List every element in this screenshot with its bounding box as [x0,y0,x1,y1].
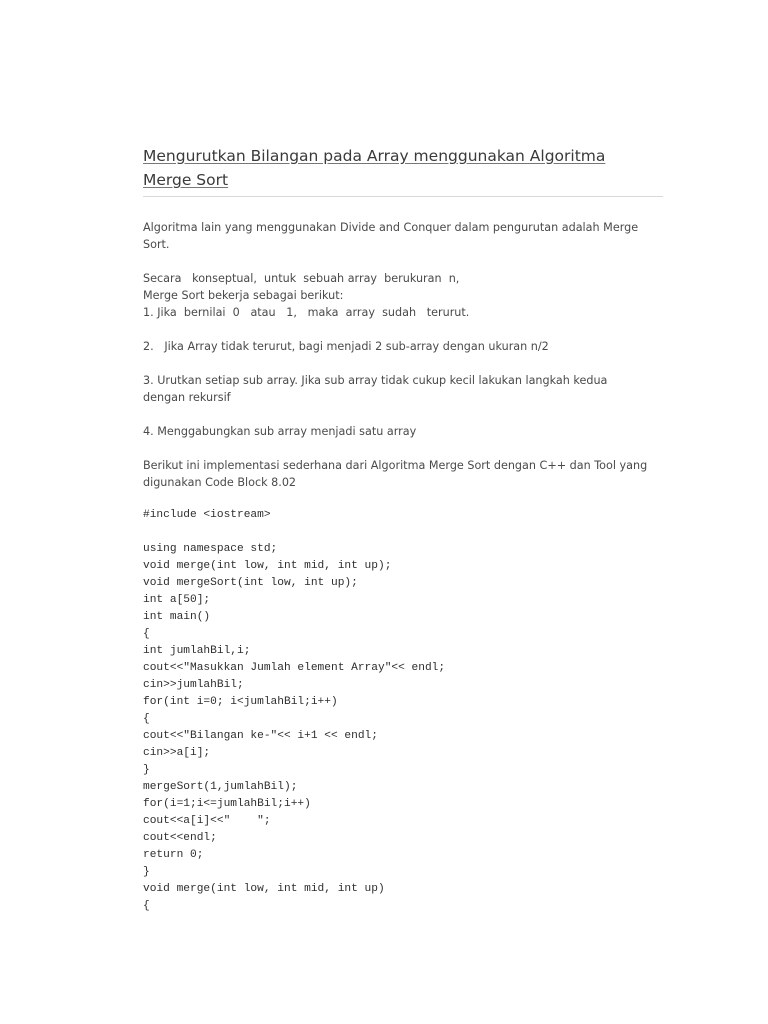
code-include-line: #include <iostream> [143,509,271,521]
title-line-2: Merge Sort [143,171,229,189]
code-line: int a[50]; [143,594,211,606]
code-line: cout<<a[i]<<" "; [143,815,271,827]
code-line: void mergeSort(int low, int up); [143,577,358,589]
code-line: cin>>a[i]; [143,747,211,759]
step-1: 1. Jika bernilai 0 atau 1, maka array sudah terurut. [143,306,470,319]
code-line: } [143,764,150,776]
code-line: void merge(int low, int mid, int up); [143,560,392,572]
code-line: } [143,866,150,878]
concept-block [143,270,663,321]
code-line: cin>>jumlahBil; [143,679,244,691]
code-line: int jumlahBil,i; [143,645,251,657]
title-line-1: Mengurutkan Bilangan pada Array menggunakan Algoritma [143,147,606,165]
step-4: 4. Menggabungkan sub array menjadi satu array [143,425,417,438]
document-page [143,144,663,915]
code-line: cout<<"Bilangan ke-"<< i+1 << endl; [143,730,378,742]
code-line: return 0; [143,849,204,861]
concept-line-1: Secara konseptual, untuk sebuah array berukuran n, [143,272,460,285]
code-line: for(int i=0; i<jumlahBil;i++) [143,696,338,708]
code-line: void merge(int low, int mid, int up) [143,883,385,895]
code-line: cout<<endl; [143,832,217,844]
code-line: for(i=1;i<=jumlahBil;i++) [143,798,311,810]
code-line: { [143,713,150,725]
intro-paragraph: Algoritma lain yang menggunakan Divide and Conquer dalam pengurutan adalah Merge Sort. [143,221,639,251]
code-line: int main() [143,611,211,623]
code-line: mergeSort(1,jumlahBil); [143,781,298,793]
document-title [143,144,663,192]
step-2: 2. Jika Array tidak terurut, bagi menjadi 2 sub-array dengan ukuran n/2 [143,340,549,353]
code-line: { [143,900,150,912]
implementation-paragraph: Berikut ini implementasi sederhana dari Algoritma Merge Sort dengan C++ dan Tool yang digunakan Code Block 8.02 [143,459,648,489]
concept-line-2: Merge Sort bekerja sebagai berikut: [143,289,344,302]
code-block [143,541,663,915]
code-line: cout<<"Masukkan Jumlah element Array"<< endl; [143,662,446,674]
code-line: using namespace std; [143,543,278,555]
code-line: { [143,628,150,640]
title-divider [143,196,663,197]
step-3: 3. Urutkan setiap sub array. Jika sub array tidak cukup kecil lakukan langkah kedua dengan rekursif [143,374,608,404]
